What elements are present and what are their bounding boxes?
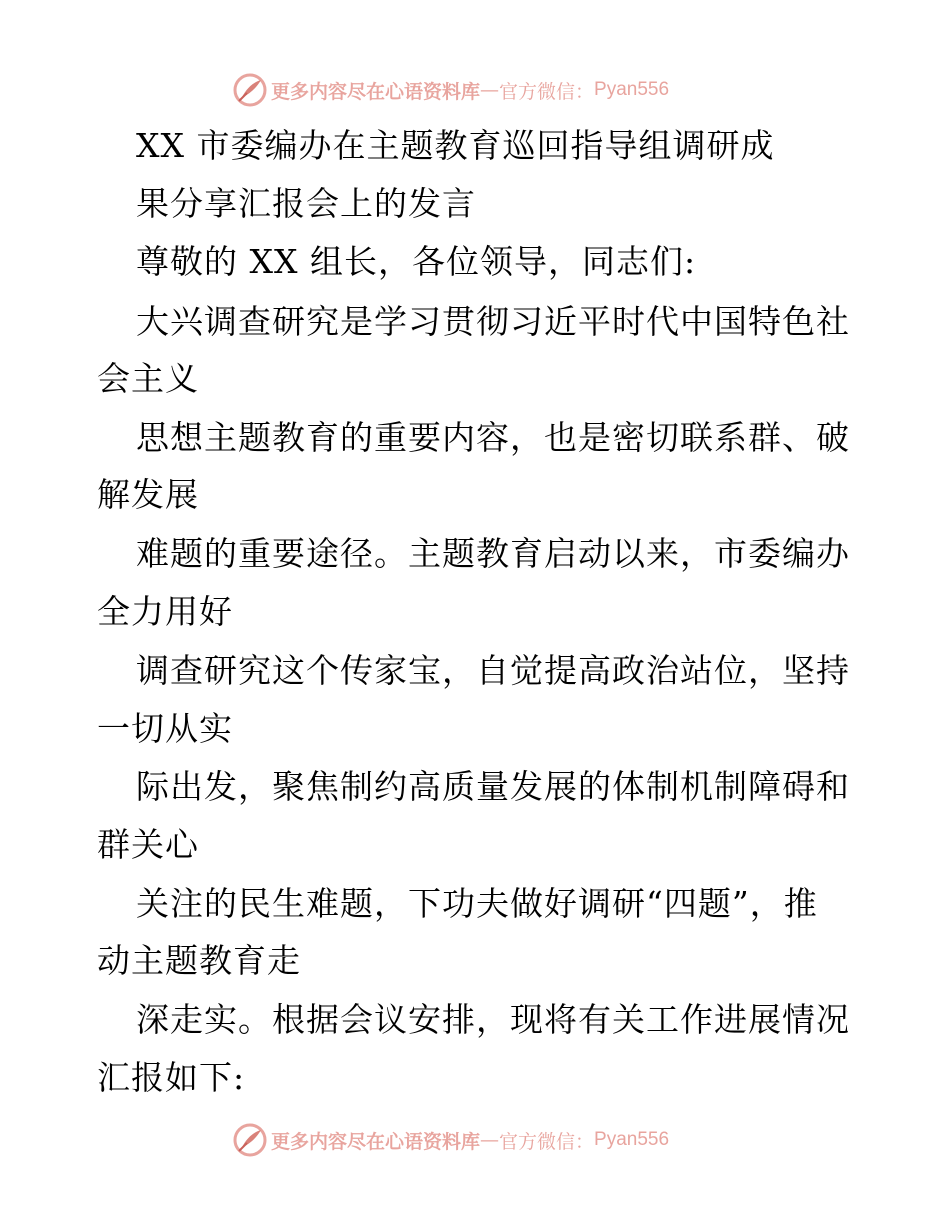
body-line: 深走实。根据会议安排，现将有关工作进展情况 bbox=[136, 1000, 850, 1039]
body-line: 思想主题教育的重要内容，也是密切联系群、破 bbox=[136, 418, 850, 457]
feather-quill-logo bbox=[233, 1123, 267, 1157]
body-line: 动主题教育走 bbox=[97, 941, 301, 980]
salutation-line: 尊敬的 XX 组长，各位领导，同志们: bbox=[136, 242, 697, 281]
header-watermark bbox=[233, 70, 669, 110]
watermark-sub-text: 官方微信： bbox=[499, 80, 595, 103]
watermark-separator: — bbox=[480, 1129, 500, 1151]
watermark-sub-text: 官方微信： bbox=[499, 1130, 595, 1153]
watermark-main-text: 更多内容尽在心语资料库 bbox=[271, 80, 481, 103]
body-line: 全力用好 bbox=[97, 592, 233, 631]
feather-quill-logo bbox=[233, 73, 267, 107]
body-line: 一切从实 bbox=[97, 709, 233, 748]
footer-watermark bbox=[233, 1120, 669, 1160]
watermark-main-text: 更多内容尽在心语资料库 bbox=[271, 1130, 481, 1153]
body-line: 会主义 bbox=[97, 359, 199, 398]
body-line: 大兴调查研究是学习贯彻习近平时代中国特色社 bbox=[136, 302, 850, 341]
body-line: 调查研究这个传家宝，自觉提高政治站位，坚持 bbox=[136, 651, 850, 690]
watermark-wechat-id: Pyan556 bbox=[594, 79, 670, 100]
body-line: 难题的重要途径。主题教育启动以来，市委编办 bbox=[136, 534, 850, 573]
body-line: 解发展 bbox=[97, 475, 199, 514]
body-line: 关注的民生难题，下功夫做好调研“四题”，推 bbox=[136, 884, 818, 923]
body-line: 际出发，聚焦制约高质量发展的体制机制障碍和 bbox=[136, 767, 850, 806]
document-title-line-1: XX 市委编办在主题教育巡回指导组调研成 bbox=[136, 126, 775, 165]
watermark-wechat-id: Pyan556 bbox=[594, 1129, 670, 1150]
document-title-line-2: 果分享汇报会上的发言 bbox=[136, 184, 476, 223]
body-line: 群关心 bbox=[97, 825, 199, 864]
body-line: 汇报如下: bbox=[97, 1058, 246, 1097]
watermark-separator: — bbox=[480, 79, 500, 101]
